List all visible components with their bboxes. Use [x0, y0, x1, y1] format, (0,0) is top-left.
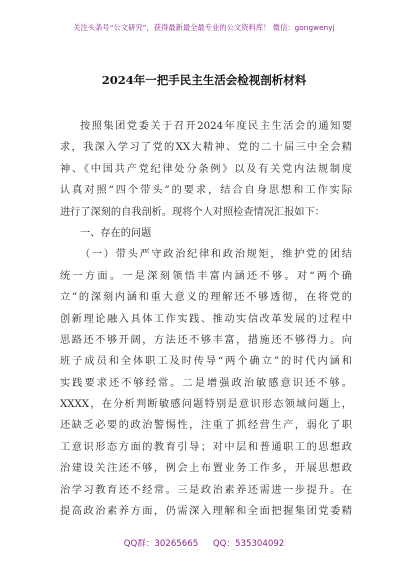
header-promo-note: 关注头条号“公文研究”，获得最新最全最专业的公文资料库！ 微信：gongwenyj — [73, 23, 335, 32]
body-line: 认真对照“四个带头”的要求，结合自身思想和工作实际 — [60, 185, 352, 197]
body-line: 工意识形态方面的教育引导；对中层和普通职工的思想政 — [60, 441, 352, 453]
footer-contact-note — [0, 537, 408, 549]
body-line: 提高政治素养方面，仍需深入理解和全面把握集团党委精 — [60, 506, 352, 518]
body-line: 神、《中国共产党纪律处分条例》以及有关党内法规制度 — [60, 163, 352, 175]
body-line: 思路还不够开阔，方法还不够丰富，措施还不够得力。向 — [60, 334, 352, 346]
body-line: 班子成员和全体职工及时传导“两个确立”的时代内涵和 — [60, 356, 352, 368]
document-title: 2024年一把手民主生活会检视剖析材料 — [101, 73, 307, 87]
body-line: XXXX，在分析判断敏感问题特别是意识形态领域问题上， — [60, 399, 352, 411]
body-line: 进行了深刻的自我剖析。现将个人对照检查情况汇报如下： — [60, 206, 325, 218]
footer-qq-group: QQ群：30265665 — [123, 539, 199, 549]
footer-qq-number: QQ：535304092 — [212, 539, 285, 549]
body-line: （一）带头严守政治纪律和政治规矩，维护党的团结 — [80, 249, 352, 261]
body-line: 立”的深刻内涵和重大意义的理解还不够透彻，在将党的 — [60, 292, 352, 304]
body-line: 求，我深入学习了党的XX大精神、党的二十届三中全会精 — [60, 142, 352, 154]
body-line: 还缺乏必要的政治警惕性，注重了抓经营生产，弱化了职 — [60, 420, 352, 432]
body-line: 创新理论融入具体工作实践、推动实信改革发展的过程中 — [60, 313, 352, 325]
body-line: 按照集团党委关于召开2024年度民主生活会的通知要 — [80, 121, 352, 132]
body-line: 统一方面。一是深刻领悟丰富内涵还不够。对“两个确 — [60, 270, 352, 282]
body-line: 实践要求还不够经常。二是增强政治敏感意识还不够。 — [60, 377, 352, 389]
body-line: 一、存在的问题 — [80, 227, 152, 239]
body-line: 治学习教育还不经常。三是政治素养还需进一步提升。在 — [60, 484, 352, 496]
document-body — [60, 116, 352, 522]
body-line: 治建设关注还不够，例会上布置业务工作多，开展思想政 — [60, 463, 352, 475]
